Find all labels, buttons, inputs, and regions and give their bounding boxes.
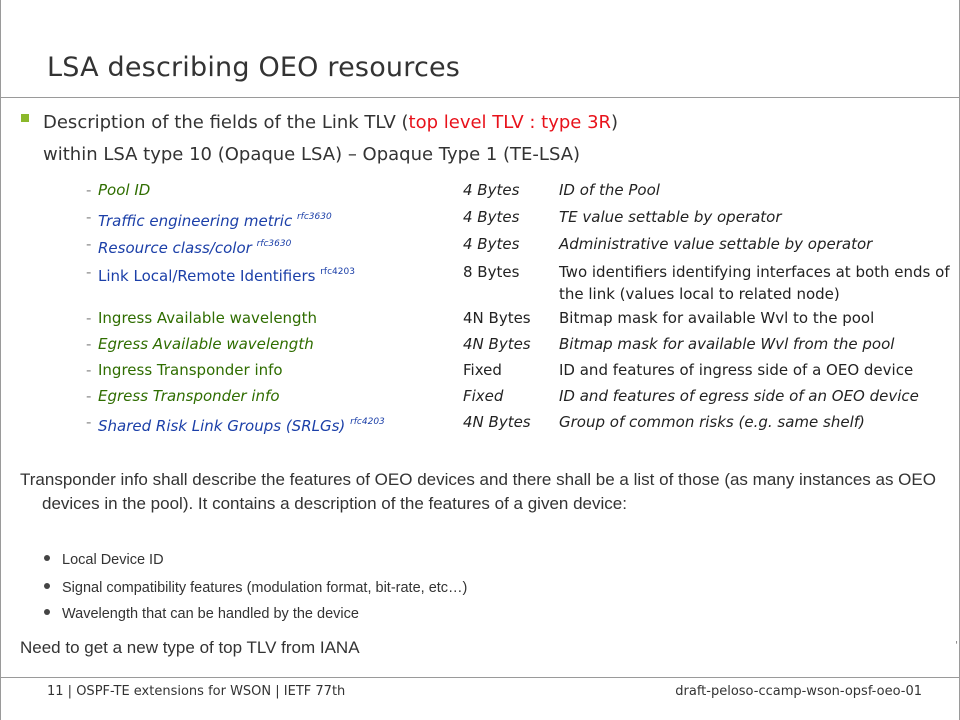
field-size: 8 Bytes bbox=[463, 263, 520, 281]
field-desc: ID of the Pool bbox=[559, 181, 660, 199]
field-name: Egress Transponder info bbox=[98, 387, 280, 405]
sub-bullet-text: Wavelength that can be handled by the device bbox=[62, 606, 359, 622]
field-name: Shared Risk Link Groups (SRLGs) bbox=[98, 417, 346, 435]
intro-line-2: within LSA type 10 (Opaque LSA) – Opaque Type 1 (TE-LSA) bbox=[43, 144, 581, 165]
field-size: Fixed bbox=[463, 361, 502, 379]
field-ref: rfc4203 bbox=[350, 417, 385, 427]
iana-note: Need to get a new type of top TLV from IANA bbox=[20, 638, 360, 657]
field-name: Ingress Available wavelength bbox=[98, 309, 317, 327]
field-size: 4 Bytes bbox=[463, 235, 520, 253]
field-desc: ID and features of egress side of an OEO device bbox=[559, 387, 919, 405]
corner-mark: ' bbox=[955, 640, 958, 651]
field-name: Link Local/Remote Identifiers bbox=[98, 267, 316, 285]
footer-draft-name: draft-peloso-ccamp-wson-opsf-oeo-01 bbox=[675, 684, 922, 699]
sub-bullet-text: Local Device ID bbox=[62, 552, 164, 568]
field-desc: Bitmap mask for available Wvl from the pool bbox=[559, 335, 895, 353]
field-name: Egress Available wavelength bbox=[98, 335, 314, 353]
field-size: 4 Bytes bbox=[463, 208, 520, 226]
field-name-wrap bbox=[98, 261, 355, 287]
title-divider bbox=[1, 97, 959, 98]
footer-left: 11 | OSPF-TE extensions for WSON | IETF 77th bbox=[47, 684, 346, 699]
sub-bullet-text: Signal compatibility features (modulation format, bit-rate, etc…) bbox=[62, 580, 468, 596]
dash-bullet: - bbox=[86, 335, 92, 353]
dot-bullet-icon bbox=[44, 555, 50, 561]
intro-line-1 bbox=[43, 107, 943, 139]
field-name-wrap bbox=[98, 233, 291, 259]
dash-bullet: - bbox=[86, 387, 92, 405]
field-ref: rfc3630 bbox=[256, 239, 292, 249]
intro-highlight: top level TLV : type 3R bbox=[408, 112, 612, 133]
dash-bullet: - bbox=[86, 263, 92, 281]
sub-bullet bbox=[44, 552, 164, 568]
slide-border-left bbox=[0, 0, 1, 720]
field-name: Resource class/color bbox=[98, 239, 252, 257]
field-size: Fixed bbox=[463, 387, 504, 405]
dash-bullet: - bbox=[86, 208, 92, 226]
dash-bullet: - bbox=[86, 309, 92, 327]
field-desc: Bitmap mask for available Wvl to the pool bbox=[559, 309, 875, 327]
field-size: 4N Bytes bbox=[463, 309, 531, 327]
field-name: Traffic engineering metric bbox=[98, 212, 293, 230]
page-number: 11 bbox=[47, 684, 64, 699]
square-bullet-icon bbox=[21, 114, 29, 122]
dot-bullet-icon bbox=[44, 583, 50, 589]
field-desc: Administrative value settable by operator bbox=[559, 235, 873, 253]
field-desc: Group of common risks (e.g. same shelf) bbox=[559, 413, 865, 431]
intro-text-post: ) bbox=[611, 112, 619, 133]
dash-bullet: - bbox=[86, 235, 92, 253]
field-desc: TE value settable by operator bbox=[559, 208, 782, 226]
dash-bullet: - bbox=[86, 413, 92, 431]
intro-text-pre: Description of the fields of the Link TLV ( bbox=[43, 112, 409, 133]
dash-bullet: - bbox=[86, 181, 92, 199]
field-ref: rfc3630 bbox=[296, 212, 332, 222]
field-name-wrap bbox=[98, 206, 332, 232]
slide-title: LSA describing OEO resources bbox=[47, 52, 461, 83]
field-size: 4 Bytes bbox=[463, 181, 520, 199]
field-desc: ID and features of ingress side of a OEO device bbox=[559, 361, 914, 379]
dash-bullet: - bbox=[86, 361, 92, 379]
transponder-paragraph: Transponder info shall describe the features of OEO devices and there shall be a list of those (as many instances as OEO devices in the pool). It contains a description of the features of a given device: bbox=[20, 470, 936, 513]
sub-bullet bbox=[44, 606, 359, 622]
field-desc: Two identifiers identifying interfaces at both ends of the link (values local to related node) bbox=[559, 263, 950, 303]
dot-bullet-icon bbox=[44, 609, 50, 615]
footer-divider bbox=[1, 677, 959, 678]
footer-title: OSPF-TE extensions for WSON bbox=[76, 684, 272, 699]
sub-bullet bbox=[44, 580, 467, 596]
field-ref: rfc4203 bbox=[320, 267, 355, 277]
field-size: 4N Bytes bbox=[463, 335, 531, 353]
field-name: Pool ID bbox=[98, 181, 151, 199]
intro-bullet bbox=[43, 107, 943, 171]
field-size: 4N Bytes bbox=[463, 413, 531, 431]
footer-event: IETF 77th bbox=[283, 684, 346, 699]
field-name: Ingress Transponder info bbox=[98, 361, 283, 379]
field-name-wrap bbox=[98, 411, 385, 437]
